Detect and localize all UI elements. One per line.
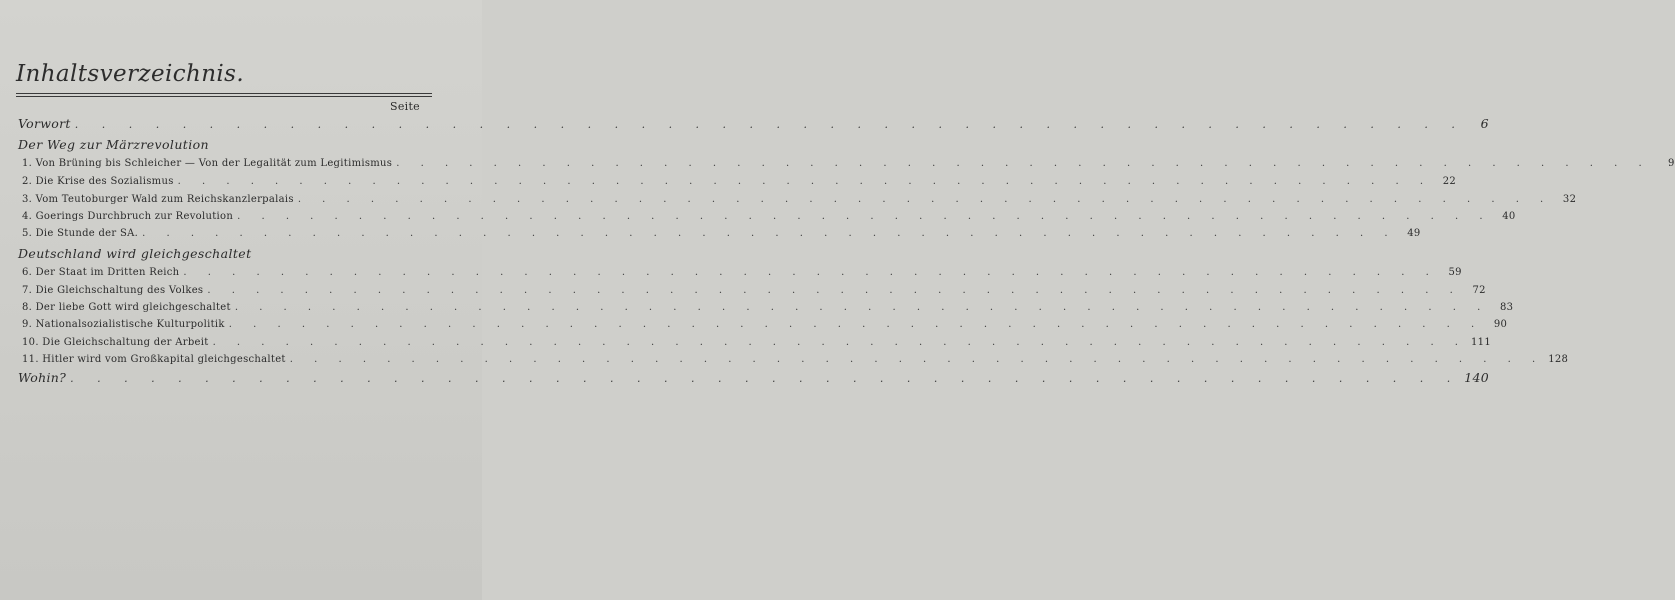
toc-entry — [22, 302, 1514, 318]
toc-entry-page: 111 — [1471, 337, 1491, 348]
toc-entry-page: 128 — [1548, 354, 1569, 365]
toc-entry-label: 4. Goerings Durchbruch zur Revolution — [22, 211, 234, 222]
dot-leader: . . . . . . . . . . . . . . . . . . . . . . . . . . . . . . . . . . . . . . . . . . . . . . . . . . . . — [74, 118, 1465, 131]
page-column-label: Seite — [390, 100, 420, 113]
dot-leader: . . . . . . . . . . . . . . . . . . . . . . . . . . . . . . . . . . . . . . . . . . . . . . . . . . . . — [237, 211, 1492, 222]
dot-leader: . . . . . . . . . . . . . . . . . . . . . . . . . . . . . . . . . . . . . . . . . . . . . . . . . . . . — [234, 302, 1490, 313]
toc-entry-label: 11. Hitler wird vom Großkapital gleichgeschaltet — [22, 354, 286, 365]
dot-leader: . . . . . . . . . . . . . . . . . . . . . . . . . . . . . . . . . . . . . . . . . . . . . . . . . . . . — [207, 285, 1462, 296]
toc-entry-label: 3. Vom Teutoburger Wald zum Reichskanzlerpalais — [22, 194, 294, 205]
toc-entry-label: 7. Die Gleichschaltung des Volkes — [22, 285, 204, 296]
toc-entry — [22, 176, 1457, 192]
dot-leader: . . . . . . . . . . . . . . . . . . . . . . . . . . . . . . . . . . . . . . . . . . . . . . . . . . . . — [228, 319, 1484, 330]
dot-leader: . . . . . . . . . . . . . . . . . . . . . . . . . . . . . . . . . . . . . . . . . . . . . . . . . . . . — [183, 267, 1438, 278]
dot-leader: . . . . . . . . . . . . . . . . . . . . . . . . . . . . . . . . . . . . . . . . . . . . . . . . . . . . — [177, 176, 1433, 187]
toc-entry — [22, 194, 1577, 210]
dot-leader: . . . . . . . . . . . . . . . . . . . . . . . . . . . . . . . . . . . . . . . . . . . . . . . . . . . . — [289, 354, 1545, 365]
section-heading-1: Der Weg zur Märzrevolution — [18, 137, 209, 152]
toc-entry-page: 90 — [1493, 319, 1508, 330]
toc-entry-label: 1. Von Brüning bis Schleicher — Von der Legalität zum Legitimismus — [22, 158, 393, 169]
toc-entry-page: 83 — [1499, 302, 1514, 313]
toc-entry-label: 8. Der liebe Gott wird gleichgeschaltet — [22, 302, 231, 313]
toc-entry-page: 140 — [1464, 370, 1490, 385]
dot-leader: . . . . . . . . . . . . . . . . . . . . . . . . . . . . . . . . . . . . . . . . . . . . . . . . . . . . — [297, 194, 1553, 205]
toc-entry-page: 6 — [1480, 116, 1489, 131]
toc-entry-label: 6. Der Staat im Dritten Reich — [22, 267, 180, 278]
toc-entry-vorwort — [18, 116, 1489, 132]
title-rule-bottom — [16, 96, 432, 97]
toc-entry-label: 5. Die Stunde der SA. — [22, 228, 139, 239]
toc-entry — [22, 158, 1675, 174]
toc-entry-page: 32 — [1562, 194, 1577, 205]
toc-entry-page: 9 — [1667, 158, 1675, 169]
section-heading-2: Deutschland wird gleichgeschaltet — [18, 246, 252, 261]
toc-entry — [22, 354, 1569, 370]
toc-entry-page: 49 — [1407, 228, 1421, 239]
toc-entry — [22, 228, 1421, 244]
toc-entry-label: 2. Die Krise des Sozialismus — [22, 176, 174, 187]
toc-entry — [22, 319, 1508, 335]
dot-leader: . . . . . . . . . . . . . . . . . . . . . . . . . . . . . . . . . . . . . . . . . . . . . . . . . . . . — [70, 372, 1461, 385]
toc-entry-page: 59 — [1448, 267, 1462, 278]
title-rule-top — [16, 93, 432, 94]
toc-entry-wohin — [18, 370, 1490, 386]
toc-entry-label: 10. Die Gleichschaltung der Arbeit — [22, 337, 209, 348]
dot-leader: . . . . . . . . . . . . . . . . . . . . . . . . . . . . . . . . . . . . . . . . . . . . . . . . . . . . — [396, 158, 1651, 169]
page-title: Inhaltsverzeichnis. — [16, 61, 245, 87]
toc-entry-label: 9. Nationalsozialistische Kulturpolitik — [22, 319, 225, 330]
toc-entry-label: Wohin? — [18, 370, 67, 385]
toc-entry — [22, 211, 1516, 227]
dot-leader: . . . . . . . . . . . . . . . . . . . . . . . . . . . . . . . . . . . . . . . . . . . . . . . . . . . . — [212, 337, 1467, 348]
toc-entry-page: 40 — [1502, 211, 1516, 222]
toc-entry — [22, 337, 1491, 353]
dot-leader: . . . . . . . . . . . . . . . . . . . . . . . . . . . . . . . . . . . . . . . . . . . . . . . . . . . . — [142, 228, 1397, 239]
toc-entry-page: 22 — [1442, 176, 1457, 187]
toc-entry — [22, 267, 1462, 283]
toc-entry-page: 72 — [1472, 285, 1486, 296]
toc-entry — [22, 285, 1486, 301]
toc-entry-label: Vorwort — [18, 116, 71, 131]
